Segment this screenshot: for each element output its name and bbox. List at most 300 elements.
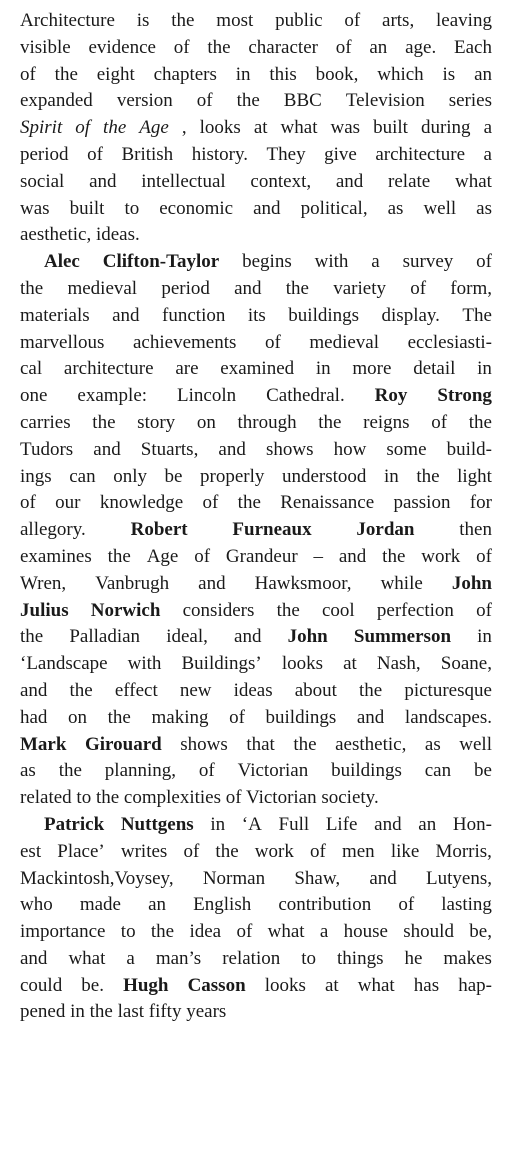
word: an [474,63,492,85]
word: aesthetic, [335,733,407,755]
text-line [20,705,492,732]
text-line [20,276,492,303]
word: Girouard [84,733,162,755]
word: and [356,706,385,728]
word: build- [446,438,492,460]
book-text-page [20,8,492,1026]
word: Full [278,813,310,835]
word: economic [159,197,234,219]
word: has [413,974,440,996]
word: Strong [437,385,492,407]
word: public [275,10,323,31]
word: properly [200,465,265,487]
word: in [477,626,492,648]
word: the [20,626,44,648]
word: can [424,760,452,782]
word: work [421,545,461,567]
word: Mackintosh,Voysey, [20,867,174,889]
word: to [301,947,317,969]
word: understood [281,465,367,487]
word: the [215,840,239,862]
word: Lutyens, [426,867,492,889]
word: most [216,10,254,31]
word: Shaw, [294,867,341,889]
word: Furneaux [232,519,312,541]
word: display. [381,304,440,326]
word: of [476,251,492,273]
word: Julius [20,599,69,621]
word: of [410,277,427,299]
word: visible [20,36,71,58]
word: Casson [187,974,246,996]
word: is [442,63,456,85]
word: detail [413,358,456,380]
word: and [369,867,397,889]
word: what [454,170,492,192]
word: on [68,706,88,728]
word: of [75,117,91,139]
word: John [287,626,328,648]
word: for [469,492,492,514]
word: of [264,331,281,353]
word: ideal, [166,626,208,648]
word: of [183,840,200,862]
word: are [175,358,199,380]
word: an [148,894,167,916]
word: Norwich [90,599,161,621]
word: story [137,411,176,433]
word: planning, [104,760,177,782]
word: as [20,760,36,782]
word: They [266,143,306,165]
text-line [20,88,492,115]
text-line [20,383,492,410]
word: the [382,545,406,567]
word: function [162,304,226,326]
word: passion [393,492,451,514]
word: Robert [130,519,188,541]
word: house [343,921,388,943]
word: period [20,143,69,165]
word: ideas [233,679,273,701]
word: in [477,358,492,380]
word: looks [281,653,323,675]
word: like [390,840,420,862]
word: be, [469,921,492,943]
word: relation [222,947,281,969]
word: an [418,813,437,835]
word: materials [20,304,90,326]
word: John [451,572,492,594]
word: the [318,411,342,433]
word: Jordan [356,519,415,541]
word: the [103,117,127,139]
word: Tudors [20,438,74,460]
word: of [87,143,103,165]
word: had [20,706,48,728]
word: importance [20,921,106,943]
word: through [237,411,297,433]
word: well [459,733,492,755]
word: of [335,36,352,58]
text-line [20,812,492,839]
word: as [476,197,492,219]
word: Norman [202,867,266,889]
word: arts, [382,10,415,31]
word: political, [300,197,368,219]
text-line [20,758,492,785]
text-line [20,330,492,357]
word: the [236,90,260,112]
word: the [237,492,261,514]
word: to [120,921,136,943]
word: he [404,947,423,969]
word: who [20,894,53,916]
word: Age [146,545,179,567]
text-line [20,678,492,705]
word: of [431,411,448,433]
word: about [294,679,337,701]
word: Summerson [353,626,452,648]
word: work [254,840,294,862]
text-line [20,598,492,625]
word: picturesque [404,679,492,701]
word: of [194,545,211,567]
text-line [20,196,492,223]
text-segment: related to the complexities of Victorian society. [20,787,379,809]
word: Vanbrugh [95,572,170,594]
word: give [324,143,357,165]
word: Lincoln [177,385,237,407]
word: made [79,894,121,916]
word: Hugh [123,974,169,996]
word: and [89,170,117,192]
word: architecture [375,143,466,165]
word: and [20,679,48,701]
word: and [234,277,262,299]
word: variety [333,277,386,299]
word: which [377,63,424,85]
word: new [179,679,212,701]
word: Alec [44,251,80,273]
word: during [420,117,471,139]
word: Grandeur [225,545,298,567]
word: Buildings’ [181,653,262,675]
word: the [416,465,440,487]
word: Renaissance [280,492,375,514]
word: and [112,304,140,326]
word: an [369,36,388,58]
word: evidence [88,36,156,58]
word: a [483,117,492,139]
word: the [359,679,383,701]
word: with [314,251,349,273]
text-line [20,35,492,62]
word: Soane, [440,653,492,675]
word: what [280,117,318,139]
word: Nuttgens [120,813,194,835]
word: on [196,411,216,433]
word: makes [443,947,492,969]
word: history. [191,143,248,165]
word: the [150,921,175,943]
word: series [448,90,492,112]
word: social [20,170,65,192]
word: and [234,626,262,648]
text-line [20,490,492,517]
word: only [113,465,147,487]
word: Age [139,117,169,139]
text-line [20,142,492,169]
word: effect [114,679,158,701]
word: Hawksmoor, [254,572,352,594]
word: of [344,10,361,31]
word: its [247,304,266,326]
word: est [20,840,42,862]
word: this [269,63,297,85]
word: writes [120,840,168,862]
word: survey [402,251,454,273]
word: is [136,10,150,31]
word: period [161,277,210,299]
word: should [403,921,454,943]
word: be [473,760,492,782]
word: looks [199,117,241,139]
text-line [20,517,492,544]
word: of [398,894,415,916]
word: Place’ [57,840,105,862]
word: of [309,840,326,862]
word: ecclesiasti- [407,331,492,353]
word: begins [242,251,292,273]
word: our [55,492,81,514]
text-line [20,732,492,759]
word: expanded [20,90,93,112]
word: shows [180,733,228,755]
word: that [246,733,275,755]
word: landscapes. [404,706,492,728]
text-line [20,249,492,276]
body-text [20,8,492,1026]
word: built [69,197,105,219]
paragraph [20,812,492,1026]
word: the [54,63,78,85]
text-line [20,973,492,1000]
text-line [20,785,492,812]
word: examines [20,545,92,567]
text-line [20,839,492,866]
word: of [476,545,492,567]
word: buildings [288,304,360,326]
word: in [210,813,226,835]
word: with [127,653,162,675]
word: eight [96,63,135,85]
word: light [457,465,492,487]
word: and [218,438,246,460]
word: of [202,492,219,514]
word: ings [20,465,52,487]
word: could [20,974,63,996]
word: version [116,90,173,112]
text-line [20,999,492,1026]
word: Roy [374,385,408,407]
word: of [196,90,213,112]
word: the [107,706,131,728]
word: buildings [331,760,402,782]
word: carries [20,411,71,433]
word: example: [77,385,148,407]
text-line [20,222,492,249]
word: , [181,117,187,139]
word: and [20,947,48,969]
word: and [93,438,121,460]
word: how [333,438,367,460]
word: the [171,10,195,31]
word: marvellous [20,331,105,353]
word: the [107,545,131,567]
word: chapters [153,63,217,85]
word: Each [453,36,492,58]
text-line [20,356,492,383]
word: the [468,411,492,433]
word: at [343,653,357,675]
word: British [121,143,174,165]
word: medieval [309,331,379,353]
word: and [253,197,281,219]
word: age. [405,36,437,58]
word: cal [20,358,43,380]
word: Hon- [452,813,492,835]
text-line [20,303,492,330]
word: form, [450,277,492,299]
text-line [20,115,492,142]
word: one [20,385,48,407]
word: at [253,117,268,139]
word: BBC [283,90,322,112]
word: in [235,63,251,85]
word: Mark [20,733,67,755]
word: making [151,706,209,728]
word: the [58,760,82,782]
text-segment: aesthetic, ideas. [20,224,140,246]
word: – [313,545,324,567]
word: well [423,197,457,219]
word: considers [182,599,255,621]
text-line [20,892,492,919]
word: Life [325,813,358,835]
word: what [357,974,395,996]
word: relate [388,170,431,192]
word: achievements [133,331,237,353]
text-line [20,169,492,196]
text-line [20,62,492,89]
word: reigns [363,411,410,433]
word: of [20,63,36,85]
word: context, [250,170,312,192]
word: Stuarts, [140,438,199,460]
word: Palladian [69,626,141,648]
word: perfection [376,599,454,621]
word: medieval [67,277,138,299]
word: and [374,813,402,835]
word: the [276,599,300,621]
word: men [341,840,375,862]
paragraph [20,8,492,249]
word: examined [220,358,295,380]
word: and [335,170,364,192]
text-line [20,8,492,35]
word: The [462,304,492,326]
word: the [69,679,93,701]
text-line [20,624,492,651]
word: the [207,36,231,58]
text-line [20,571,492,598]
word: Nash, [376,653,421,675]
word: contribution [278,894,372,916]
word: in [383,465,399,487]
word: was [20,197,50,219]
word: ‘Landscape [20,653,108,675]
text-segment: pened in the last fifty years [20,1001,227,1023]
word: then [459,519,492,541]
word: of [173,36,190,58]
word: built [373,117,408,139]
word: in [315,358,331,380]
word: and [338,545,367,567]
word: English [193,894,252,916]
text-line [20,410,492,437]
word: as [424,733,441,755]
word: shows [265,438,314,460]
word: the [20,277,44,299]
word: buildings [265,706,337,728]
word: be. [81,974,104,996]
word: man’s [155,947,202,969]
word: book, [315,63,359,85]
word: to [124,197,140,219]
text-line [20,946,492,973]
word: Architecture [20,10,115,31]
word: what [68,947,106,969]
word: Cathedral. [266,385,345,407]
word: a [371,251,380,273]
word: the [92,411,116,433]
word: Spirit [20,117,63,139]
word: some [386,438,427,460]
word: cool [321,599,355,621]
word: while [380,572,423,594]
word: at [324,974,339,996]
word: be [164,465,183,487]
text-line [20,919,492,946]
word: was [330,117,361,139]
word: of [229,706,245,728]
word: leaving [436,10,492,31]
word: can [69,465,96,487]
word: Wren, [20,572,67,594]
word: Clifton-Taylor [102,251,220,273]
word: a [319,921,329,943]
text-line [20,437,492,464]
text-line [20,544,492,571]
word: more [352,358,392,380]
word: Patrick [44,813,105,835]
word: Morris, [435,840,492,862]
word: a [126,947,135,969]
word: allegory. [20,519,86,541]
word: hap- [458,974,492,996]
word: the [293,733,317,755]
